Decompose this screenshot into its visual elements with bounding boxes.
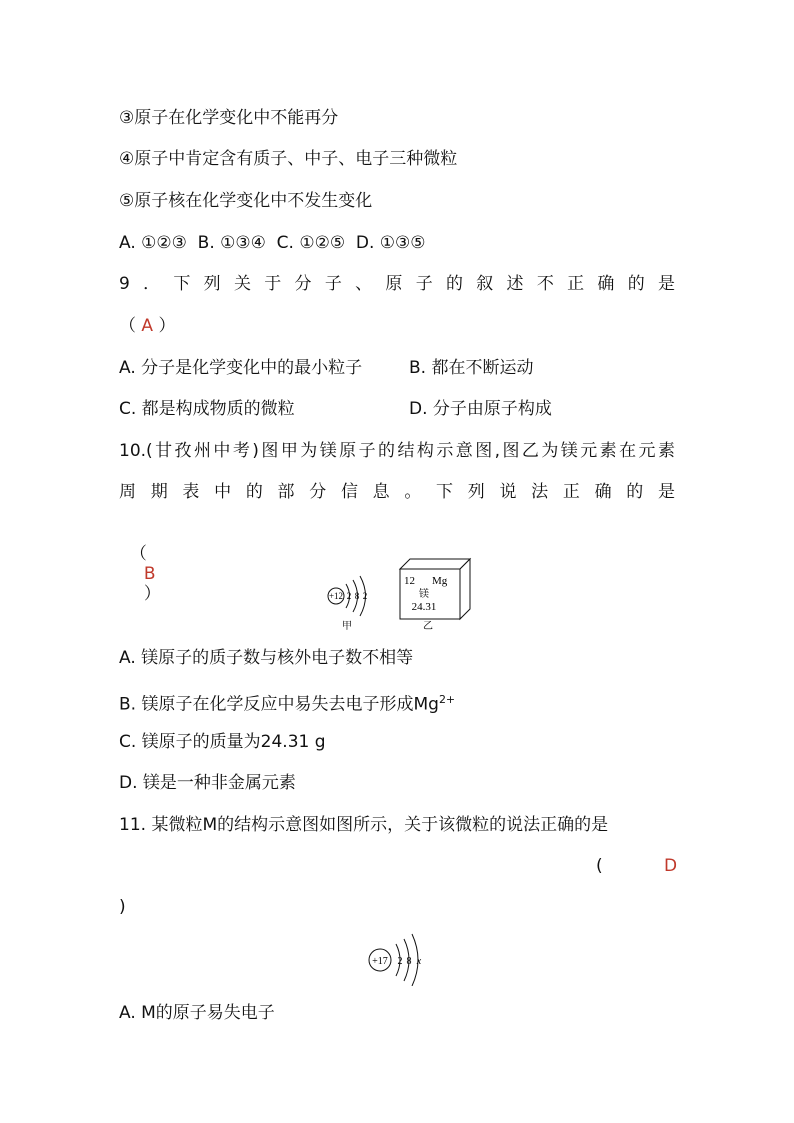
q11-option-a: A. M的原子易失电子 [119,1003,275,1023]
statement-4: ④原子中肯定含有质子、中子、电子三种微粒 [119,149,458,169]
mg-shell-3-count: 2 [362,591,368,601]
q10-paren-close: ） [143,584,161,604]
cell-top-face [400,559,470,569]
q8-options: A. ①②③ B. ①③④ C. ①②⑤ D. ①③⑤ [119,233,426,253]
cell-name: 镁 [419,589,429,600]
q9-option-d: D. 分子由原子构成 [409,399,552,419]
q10-option-b-charge: 2+ [438,693,456,706]
cell-side-face [460,559,470,619]
cell-atomic-number: 12 [404,575,415,587]
q9-option-c: C. 都是构成物质的微粒 [119,399,295,419]
statement-3: ③原子在化学变化中不能再分 [119,108,339,128]
q10-stem-line2: 周期表中的部分信息。下列说法正确的是 [119,482,675,502]
label-jia: 甲 [342,621,352,632]
q9-option-b: B. 都在不断运动 [409,358,534,378]
q10-option-b [119,690,455,715]
m-shell-1-count: 2 [397,956,403,967]
q10-option-b-text: B. 镁原子在化学反应中易失去电子形成Mg [119,694,439,715]
q9-stem: 9．下列关于分子、原子的叙述不正确的是 [119,274,675,294]
q10-answer-line [119,524,161,604]
q11-figure [362,930,434,986]
mg-shell-2-count: 8 [354,591,360,601]
q9-paren-close: ） [158,316,176,336]
m-nucleus: +17 [372,956,388,967]
q10-option-c: C. 镁原子的质量为24.31 g [119,732,326,752]
q11-paren-open: ( [596,856,603,876]
q11-stem: 11. 某微粒M的结构示意图如图所示，关于该微粒的说法正确的是 [119,815,609,835]
m-shell-3-count: x [416,956,422,967]
q9-paren-open: （ [119,316,136,336]
label-yi: 乙 [423,621,433,632]
q10-option-a: A. 镁原子的质子数与核外电子数不相等 [119,648,414,668]
q11-answer: D [664,856,678,876]
mg-shell-1-count: 2 [346,591,352,601]
q9-option-a: A. 分子是化学变化中的最小粒子 [119,358,363,378]
q9-answer: A [141,316,154,336]
q10-figure [320,555,480,635]
q10-answer: B [143,564,156,584]
q10-paren-open: （ [129,544,147,564]
statement-5: ⑤原子核在化学变化中不发生变化 [119,191,373,211]
mg-nucleus: +12 [328,591,344,601]
q11-paren-close: ) [119,897,126,917]
cell-symbol: Mg [432,575,448,587]
q10-option-d: D. 镁是一种非金属元素 [119,773,296,793]
q9-answer-line [119,316,175,336]
cell-atomic-mass: 24.31 [411,601,437,613]
m-shell-2-count: 8 [406,956,412,967]
q10-stem-line1: 10.(甘孜州中考)图甲为镁原子的结构示意图,图乙为镁元素在元素 [119,441,675,461]
